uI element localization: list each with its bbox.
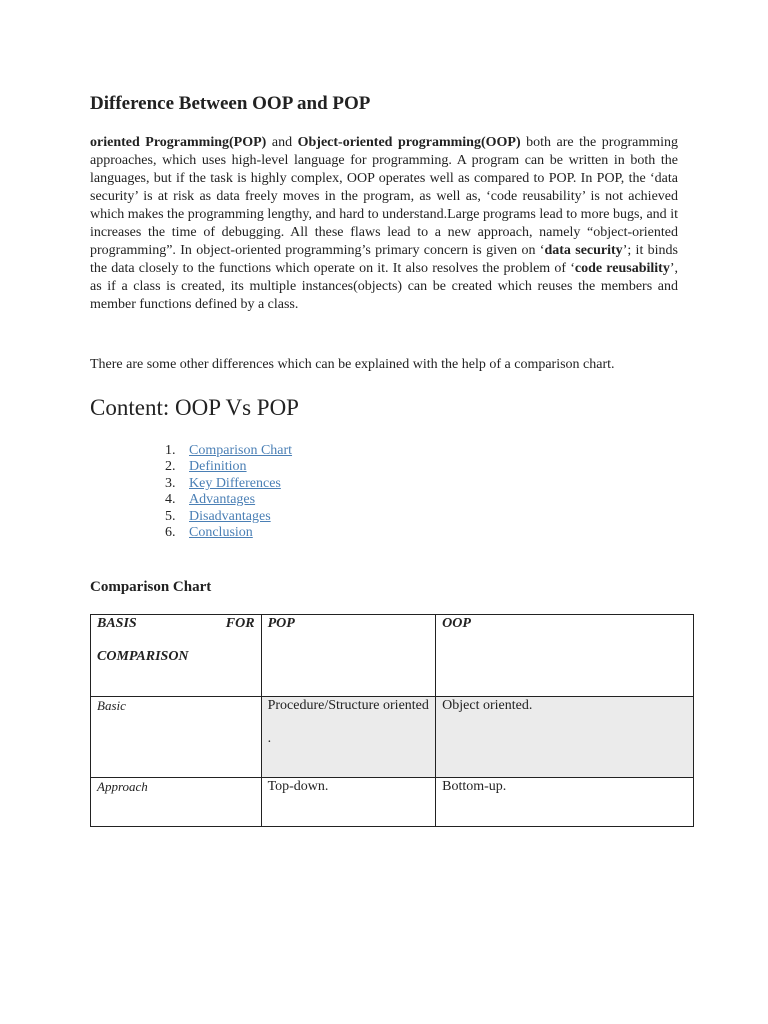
toc-number: 3.	[165, 475, 176, 491]
header-for: FOR	[225, 616, 255, 631]
intro-text-4: ’, as if a class is created, its multiple instances(objects) can be created which reuses the members and member functions defined by a class.	[90, 261, 679, 312]
header-basis: BASIS	[97, 616, 137, 631]
toc-number: 2.	[165, 459, 176, 475]
bold-data-security: data security	[544, 243, 623, 258]
toc-link-definition[interactable]: Definition	[189, 459, 247, 475]
toc-item	[165, 509, 292, 525]
bold-pop: oriented Programming(POP)	[90, 135, 267, 150]
toc-item	[165, 525, 292, 541]
toc-number: 6.	[165, 525, 176, 541]
content-heading: Content: OOP Vs POP	[90, 395, 299, 420]
cell-basis-approach: Approach	[91, 778, 262, 827]
table-of-contents	[165, 443, 292, 541]
header-cell-oop: OOP	[436, 615, 694, 697]
intro-text-3: ’; it binds the data closely to the functions which operate on it. It also resolves the problem of ‘	[90, 243, 678, 276]
toc-link-comparison-chart[interactable]: Comparison Chart	[189, 443, 293, 458]
toc-item	[165, 492, 292, 508]
header-comparison: COMPARISON	[97, 649, 189, 664]
toc-number: 1.	[165, 443, 176, 458]
header-cell-basis	[91, 615, 262, 697]
toc-link-advantages[interactable]: Advantages	[189, 492, 256, 508]
page-title: Difference Between OOP and POP	[90, 93, 371, 114]
cell-oop-approach: Bottom-up.	[436, 778, 694, 827]
intro-text-1: and	[266, 135, 298, 150]
pop-basic-dot: .	[267, 731, 272, 746]
comparison-chart-heading: Comparison Chart	[90, 579, 212, 595]
toc-item	[165, 459, 292, 475]
cell-pop-approach: Top-down.	[261, 778, 436, 827]
other-differences-text: There are some other differences which can be explained with the help of a comparison chart.	[90, 357, 615, 372]
bold-code-reusability: code reusability	[574, 261, 670, 276]
toc-item	[165, 476, 292, 492]
intro-text-2: both are the programming approaches, which uses high-level language for programming. A program can be written in both the languages, but if the task is highly complex, OOP operates well as compared to POP. In POP, the ‘data security’ is at risk as data freely moves in the program, as well as, ‘code reusability’ is not achieved which makes the programming lengthy, and hard to understand.Large programs lead to more bugs, and it increases the time of debugging. All these flaws lead to a new approach, namely “object-oriented programming”. In object-oriented programming’s primary concern is given on ‘	[90, 135, 678, 258]
toc-number: 5.	[165, 508, 176, 524]
toc-item	[165, 443, 292, 459]
toc-link-key-differences[interactable]: Key Differences	[189, 475, 281, 491]
header-cell-pop: POP	[261, 615, 436, 697]
table-row	[91, 778, 694, 827]
bold-oop: Object-oriented programming(OOP)	[297, 135, 521, 150]
pop-basic-text: Procedure/Structure oriented	[267, 698, 429, 713]
toc-number: 4.	[165, 492, 176, 508]
intro-paragraph	[90, 134, 678, 314]
comparison-table	[90, 614, 694, 827]
toc-link-disadvantages[interactable]: Disadvantages	[189, 508, 271, 524]
cell-basis-basic: Basic	[91, 697, 262, 778]
cell-oop-basic: Object oriented.	[436, 697, 694, 778]
toc-link-conclusion[interactable]: Conclusion	[189, 525, 253, 541]
table-header-row	[91, 615, 694, 697]
cell-pop-basic	[261, 697, 436, 778]
table-row	[91, 697, 694, 778]
